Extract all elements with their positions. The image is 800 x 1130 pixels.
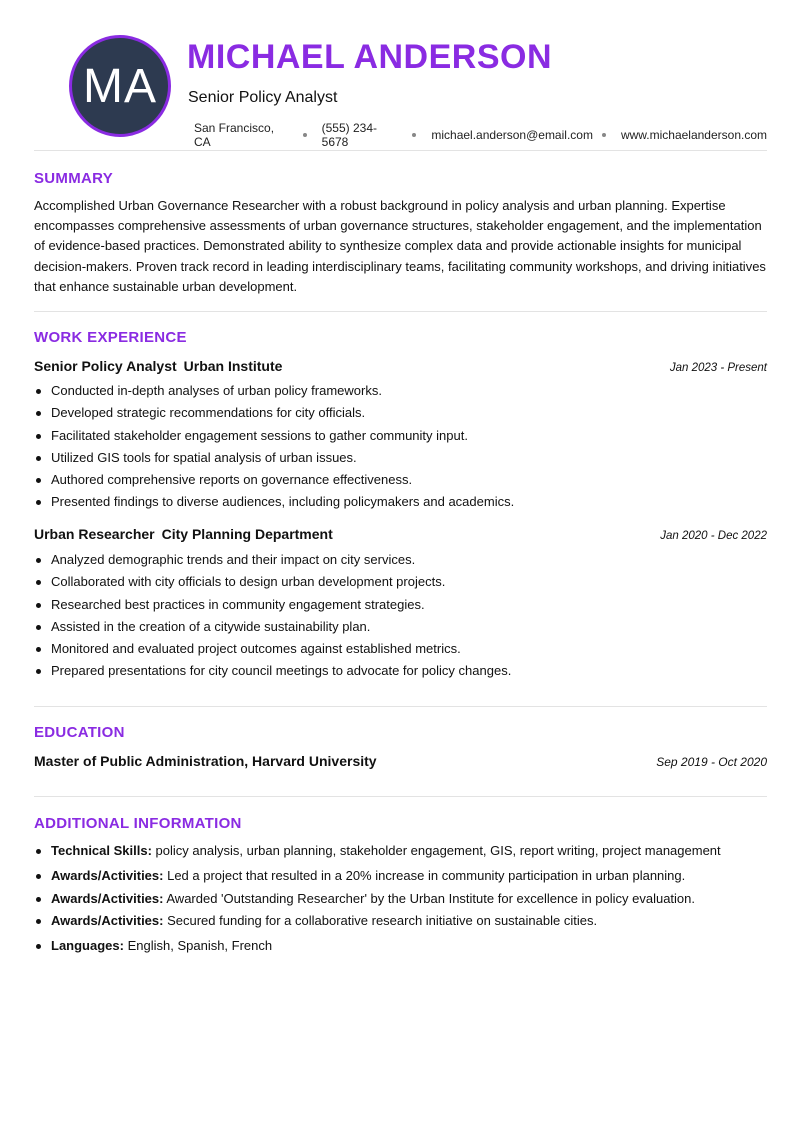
contact-website[interactable]: www.michaelanderson.com [620,128,767,142]
separator-dot-icon [412,133,416,137]
list-item [34,938,721,960]
info-text: Led a project that resulted in a 20% increase in community participation in urban planning. [167,868,686,883]
avatar-initials: MA [83,59,157,113]
avatar [69,35,171,137]
info-label: Awards/Activities: [51,868,164,883]
education-degree: Master of Public Administration, Harvard University [34,753,377,769]
additional-info-list [34,843,721,960]
info-text: English, Spanish, French [127,938,273,953]
job-bullets [34,549,511,683]
info-text: Secured funding for a collaborative research initiative on sustainable cities. [167,913,598,928]
info-text: policy analysis, urban planning, stakeholder engagement, GIS, report writing, project management [155,843,721,858]
list-item: Authored comprehensive reports on governance effectiveness. [34,469,514,491]
list-item: Assisted in the creation of a citywide sustainability plan. [34,616,511,638]
list-item: Conducted in-depth analyses of urban policy frameworks. [34,380,514,402]
info-label: Technical Skills: [51,843,152,858]
list-item: Collaborated with city officials to design urban development projects. [34,571,511,593]
job-organization: Urban Institute [183,358,283,374]
contact-bar [194,121,767,149]
list-item: Analyzed demographic trends and their impact on city services. [34,549,511,571]
job-date: Jan 2023 - Present [669,362,767,374]
resume-header [34,0,767,150]
list-item: Utilized GIS tools for spatial analysis of urban issues. [34,447,514,469]
section-heading-experience: WORK EXPERIENCE [34,329,187,346]
info-label: Awards/Activities: [51,913,164,928]
job-organization: City Planning Department [161,526,333,542]
job-header [34,358,767,374]
list-item [34,868,721,891]
contact-location: San Francisco, CA [194,121,275,149]
divider [34,796,767,797]
list-item [34,843,721,868]
candidate-name: MICHAEL ANDERSON [187,38,553,76]
list-item: Researched best practices in community engagement strategies. [34,594,511,616]
section-heading-additional: ADDITIONAL INFORMATION [34,815,242,832]
list-item: Presented findings to diverse audiences, including policymakers and academics. [34,491,514,513]
job-date: Jan 2020 - Dec 2022 [660,530,767,542]
list-item: Facilitated stakeholder engagement sessions to gather community input. [34,425,514,447]
education-entry [34,753,767,769]
info-label: Languages: [51,938,124,953]
job-bullets [34,380,514,514]
job-header [34,526,767,542]
list-item [34,913,721,938]
candidate-title: Senior Policy Analyst [188,89,338,106]
list-item: Developed strategic recommendations for city officials. [34,402,514,424]
list-item: Prepared presentations for city council meetings to advocate for policy changes. [34,660,511,682]
divider [34,311,767,312]
list-item [34,891,721,913]
section-heading-education: EDUCATION [34,724,125,741]
divider [34,150,767,151]
job-title: Senior Policy Analyst [34,358,177,374]
separator-dot-icon [602,133,606,137]
section-heading-summary: SUMMARY [34,170,114,187]
contact-email[interactable]: michael.anderson@email.com [431,128,593,142]
summary-text: Accomplished Urban Governance Researcher with a robust background in policy analysis and urban planning. Expertise encompasses comprehensive assessments of urban governance structures, stakeholder engagement, and the implementation of evidence-based practices. Demonstrated ability to synthesize complex data and provide actionable insights for municipal decision-makers. Proven track record in leading interdisciplinary teams, facilitating community workshops, and driving initiatives that enhance sustainable urban development. [34,198,766,294]
education-date: Sep 2019 - Oct 2020 [656,755,767,769]
contact-phone: (555) 234-5678 [321,121,378,149]
job-role [34,358,282,374]
job-title: Urban Researcher [34,526,155,542]
list-item: Monitored and evaluated project outcomes against established metrics. [34,638,511,660]
job-role [34,526,333,542]
info-text: Awarded 'Outstanding Researcher' by the Urban Institute for excellence in policy evaluation. [166,891,696,906]
divider [34,706,767,707]
info-label: Awards/Activities: [51,891,164,906]
separator-dot-icon [303,133,307,137]
